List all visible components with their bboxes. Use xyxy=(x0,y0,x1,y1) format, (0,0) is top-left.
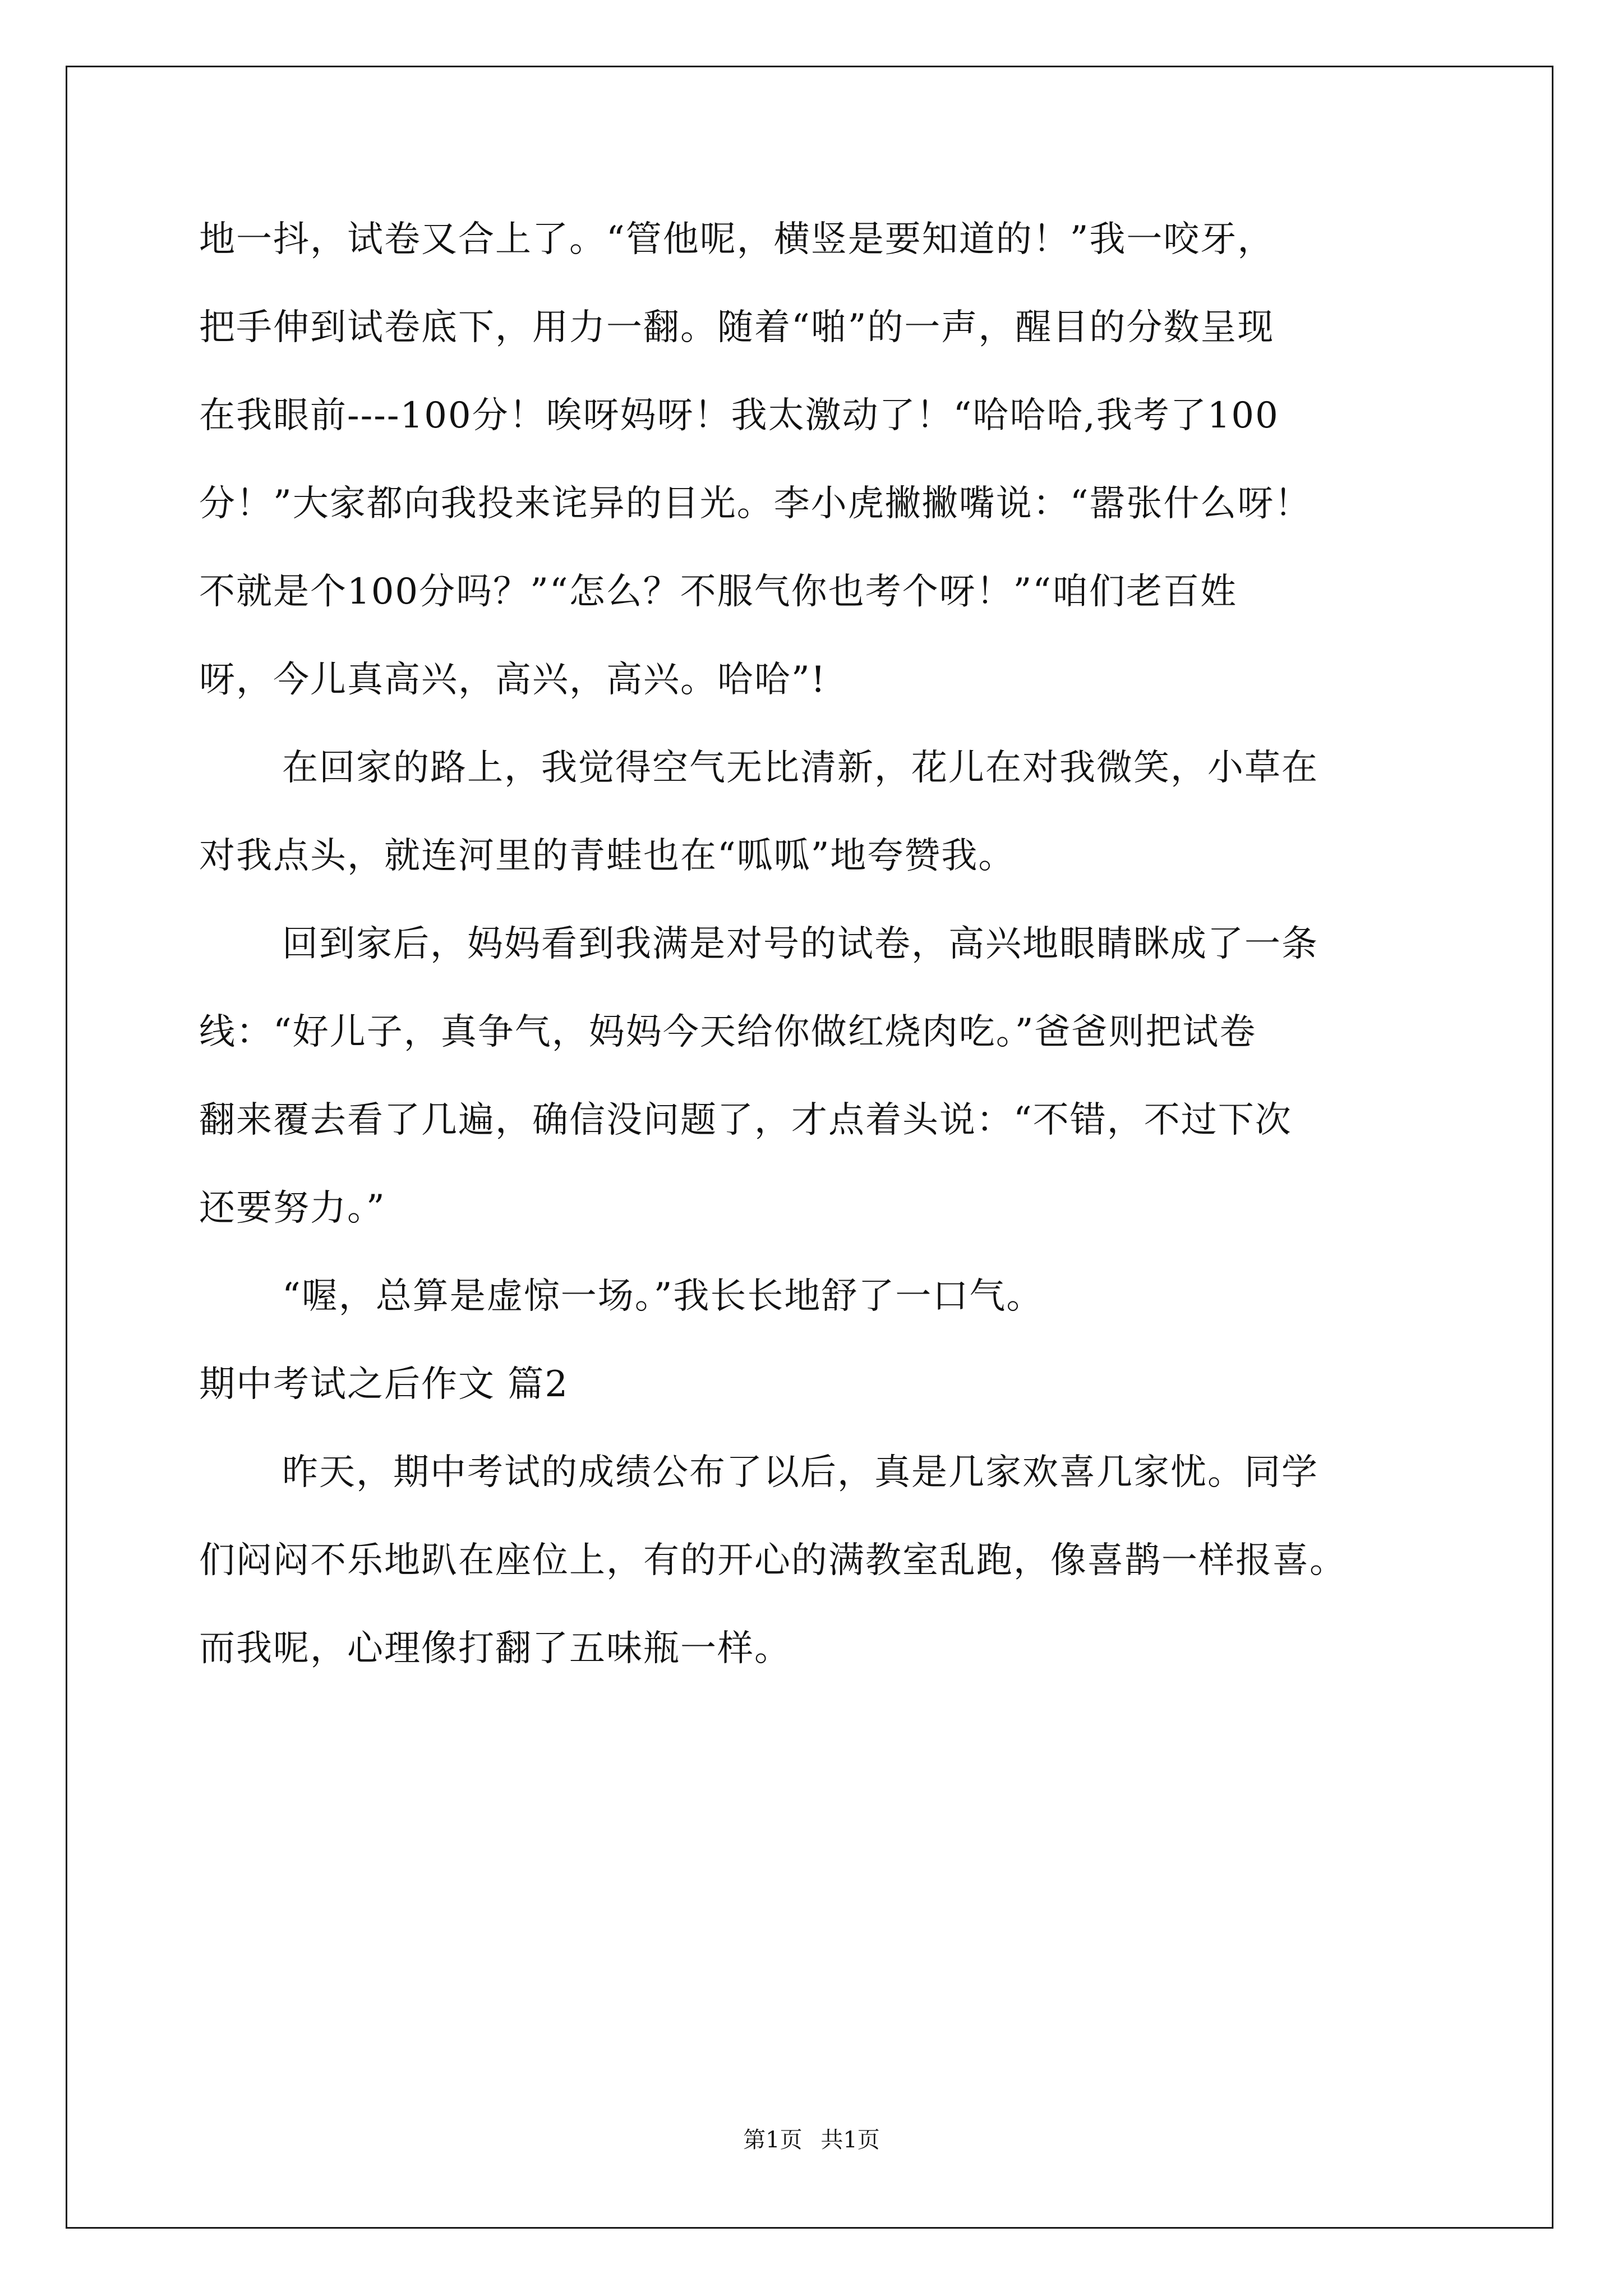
paragraph-start: 回到家后，妈妈看到我满是对号的试卷，高兴地眼睛眯成了一条 xyxy=(282,923,1318,965)
text-line: 们闷闷不乐地趴在座位上，有的开心的满教室乱跑，像喜鹊一样报喜。 xyxy=(199,1540,1347,1581)
text-line: 地一抖，试卷又合上了。“管他呢，横竖是要知道的！”我一咬牙， xyxy=(199,219,1275,260)
text-line: 还要努力。” xyxy=(199,1188,386,1229)
text-line: 翻来覆去看了几遍，确信没问题了，才点着头说：“不错，不过下次 xyxy=(199,1099,1292,1141)
paragraph-start: 在回家的路上，我觉得空气无比清新，花儿在对我微笑，小草在 xyxy=(282,747,1318,789)
paragraph-start: “喔，总算是虚惊一场。”我长长地舒了一口气。 xyxy=(282,1276,1044,1317)
page-total: 共1页 xyxy=(820,2127,880,2153)
text-line: 对我点头，就连河里的青蛙也在“呱呱”地夸赞我。 xyxy=(199,835,1016,877)
text-line: 不就是个100分吗？”“怎么？不服气你也考个呀！”“咱们老百姓 xyxy=(199,571,1238,613)
text-line: 在我眼前----100分！唉呀妈呀！我太激动了！“哈哈哈,我考了100 xyxy=(199,395,1279,436)
text-line: 线：“好儿子，真争气，妈妈今天给你做红烧肉吃。”爸爸则把试卷 xyxy=(199,1011,1257,1053)
text-line: 把手伸到试卷底下，用力一翻。随着“啪”的一声，醒目的分数呈现 xyxy=(199,307,1275,348)
text-line: 而我呢，心理像打翻了五味瓶一样。 xyxy=(199,1628,791,1669)
page-number: 第1页 xyxy=(743,2127,803,2153)
page-border xyxy=(66,66,1553,2229)
page-footer xyxy=(0,2126,1623,2154)
section-heading: 期中考试之后作文 篇2 xyxy=(199,1364,569,1405)
paragraph-start: 昨天，期中考试的成绩公布了以后，真是几家欢喜几家忧。同学 xyxy=(282,1452,1318,1493)
text-line: 分！”大家都向我投来诧异的目光。李小虎撇撇嘴说：“嚣张什么呀！ xyxy=(199,483,1312,524)
text-line: 呀，今儿真高兴，高兴，高兴。哈哈”! xyxy=(199,659,827,701)
